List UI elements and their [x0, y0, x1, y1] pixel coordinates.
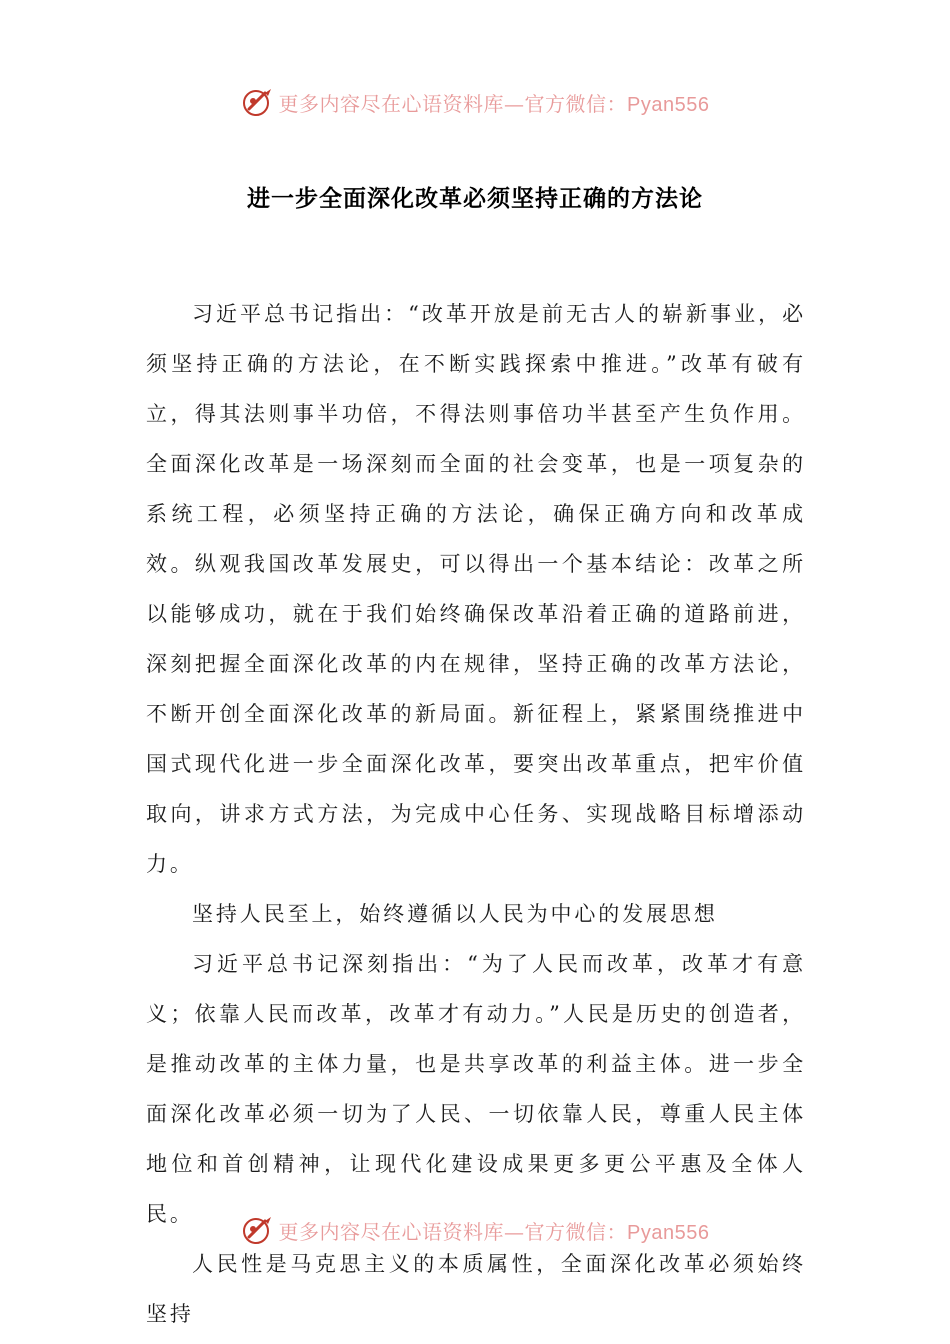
pen-logo-icon	[241, 85, 275, 119]
paragraph: 人民性是马克思主义的本质属性，全面深化改革必须始终坚持	[146, 1252, 806, 1326]
watermark-wechat-id: Pyan556	[627, 1221, 710, 1244]
document-body	[146, 289, 806, 1339]
paragraph: 习近平总书记指出：“改革开放是前无古人的崭新事业，必须坚持正确的方法论，在不断实践探索中推进。”改革有破有立，得其法则事半功倍，不得法则事倍功半甚至产生负作用。全面深化改革是一场深刻而全面的社会变革，也是一项复杂的系统工程，必须坚持正确的方法论，确保正确方向和改革成效。纵观我国改革发展史，可以得出一个基本结论：改革之所以能够成功，就在于我们始终确保改革沿着正确的道路前进，深刻把握全面深化改革的内在规律，坚持正确的改革方法论，不断开创全面深化改革的新局面。新征程上，紧紧围绕推进中国式现代化进一步全面深化改革，要突出改革重点，把牢价值取向，讲求方式方法，为完成中心任务、实现战略目标增添动力。	[146, 302, 806, 876]
watermark-text	[279, 88, 710, 117]
watermark-wechat-id: Pyan556	[627, 93, 710, 116]
header-watermark	[0, 82, 950, 122]
watermark-cn: 更多内容尽在心语资料库—官方微信：	[278, 1219, 628, 1244]
footer-watermark	[0, 1210, 950, 1250]
section-heading: 坚持人民至上，始终遵循以人民为中心的发展思想	[192, 902, 718, 926]
pen-logo-icon	[241, 1213, 275, 1247]
watermark-cn: 更多内容尽在心语资料库—官方微信：	[278, 91, 628, 116]
document-title: 进一步全面深化改革必须坚持正确的方法论	[247, 186, 703, 212]
watermark-text	[279, 1216, 710, 1245]
paragraph: 习近平总书记深刻指出：“为了人民而改革，改革才有意义；依靠人民而改革，改革才有动力。”人民是历史的创造者，是推动改革的主体力量，也是共享改革的利益主体。进一步全面深化改革必须一切为了人民、一切依靠人民，尊重人民主体地位和首创精神，让现代化建设成果更多更公平惠及全体人民。	[146, 952, 806, 1226]
